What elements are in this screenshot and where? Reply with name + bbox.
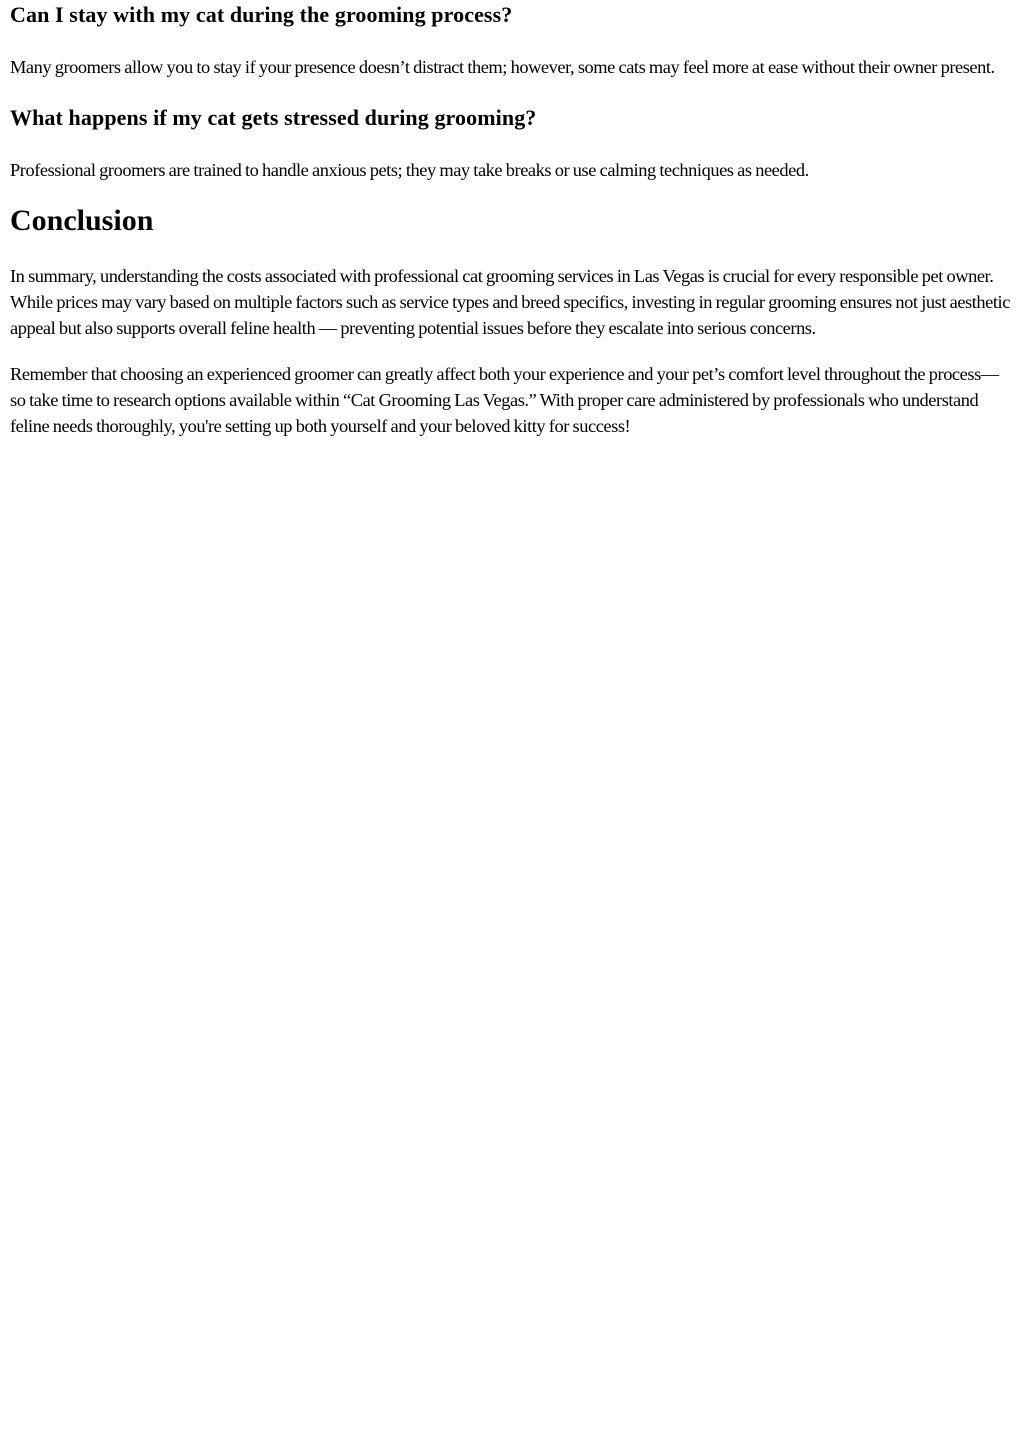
- document-page: [10, 0, 1014, 439]
- conclusion-heading: Conclusion: [10, 204, 154, 237]
- conclusion-paragraph-remember: Remember that choosing an experienced groomer can greatly affect both your experience and your pet’s comfort level throughout the process—so take time to research options available within “Cat Grooming Las Vegas.” With proper care administered by professionals who understand feline needs thoroughly, you're setting up both yourself and your beloved kitty for success!: [10, 364, 999, 436]
- faq-question-cat-stressed: What happens if my cat gets stressed during grooming?: [10, 105, 537, 130]
- conclusion-paragraph-summary: In summary, understanding the costs associated with professional cat grooming services in Las Vegas is crucial for every responsible pet owner. While prices may vary based on multiple factors such as service types and breed specifics, investing in regular grooming ensures not just aesthetic appeal but also supports overall feline health — preventing potential issues before they escalate into serious concerns.: [10, 266, 1010, 338]
- faq-question-stay-with-cat: Can I stay with my cat during the grooming process?: [10, 2, 513, 27]
- faq-answer-cat-stressed: Professional groomers are trained to handle anxious pets; they may take breaks or use calming techniques as needed.: [10, 160, 809, 180]
- faq-answer-stay-with-cat: Many groomers allow you to stay if your presence doesn’t distract them; however, some cats may feel more at ease without their owner present.: [10, 57, 995, 77]
